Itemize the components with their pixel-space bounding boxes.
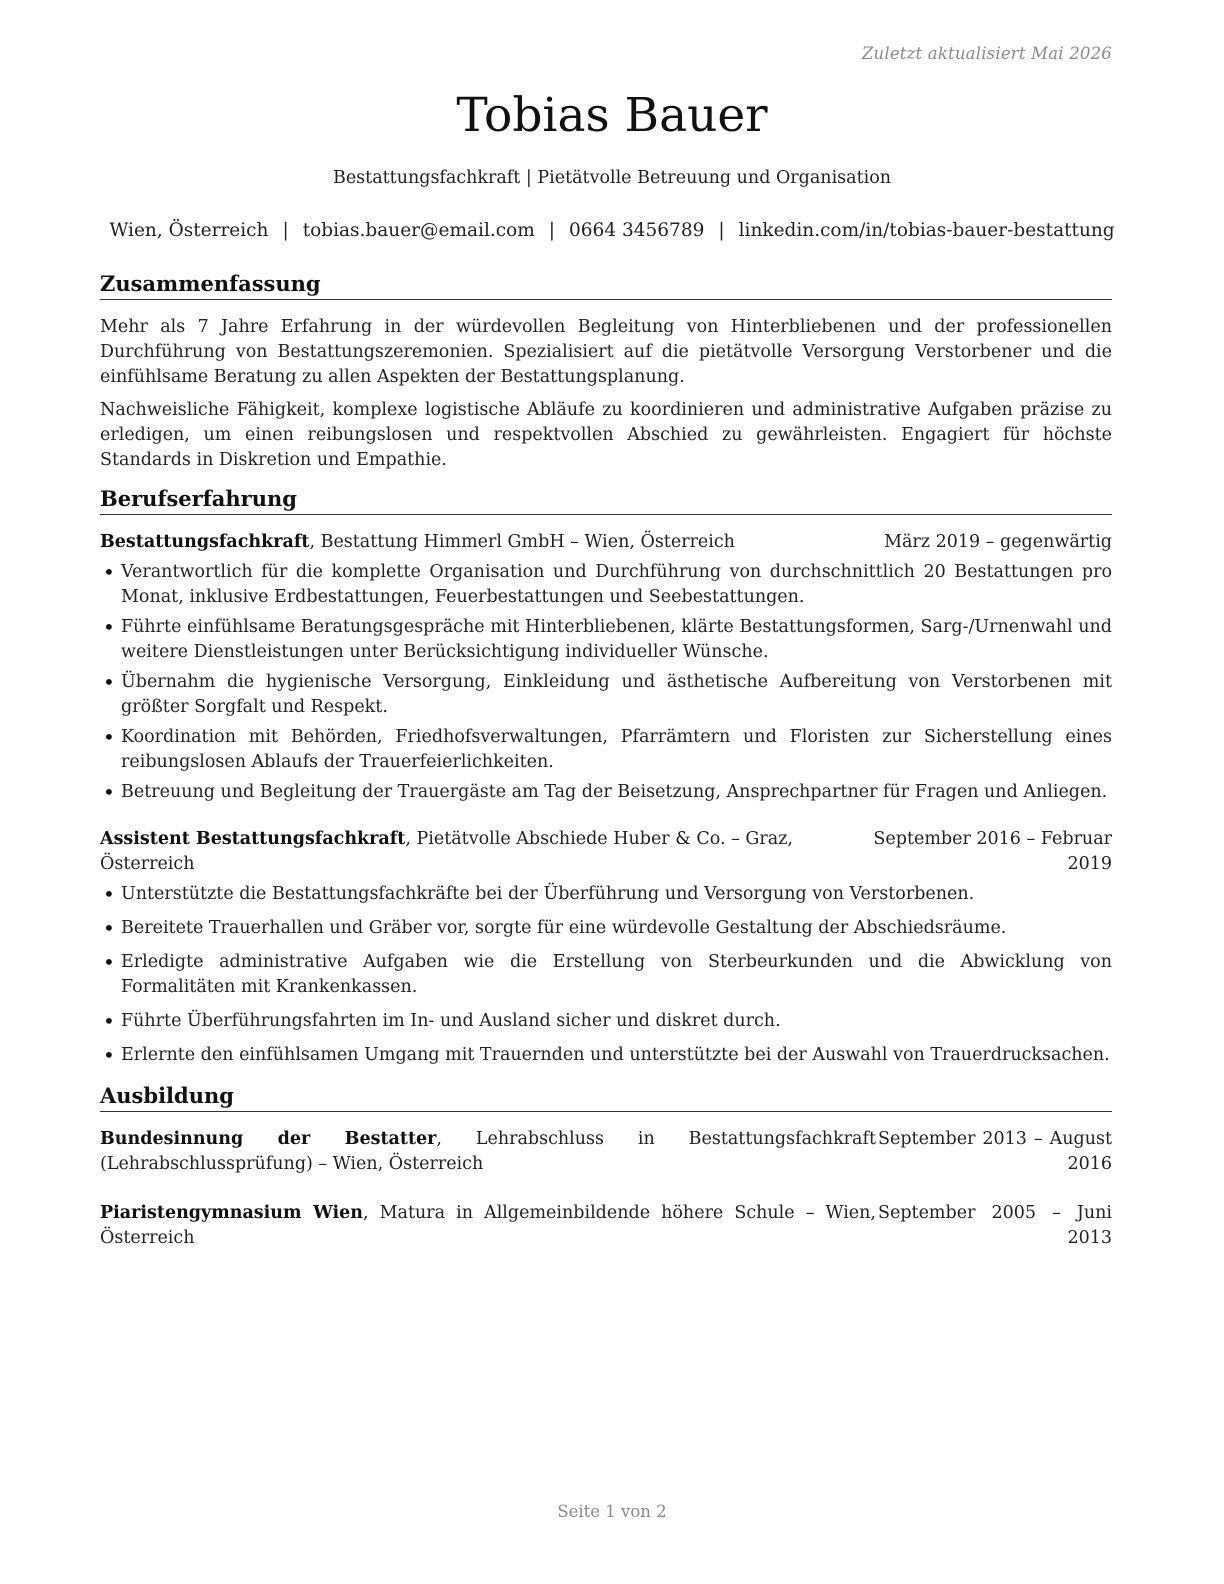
education-title-line <box>100 1201 876 1251</box>
contact-linkedin-link[interactable]: linkedin.com/in/tobias-bauer-bestattung <box>738 220 1115 241</box>
job-bullet: • Betreuung und Begleitung der Trauergäste am Tag der Beisetzung, Ansprechpartner für Fragen und Anliegen. <box>100 780 1112 805</box>
job-dates: September 2016 – Februar 2019 <box>873 829 1112 874</box>
education-dates: September 2013 – August 2016 <box>878 1129 1112 1174</box>
resume-body <box>100 270 1112 1275</box>
job-entry <box>100 827 1112 1068</box>
candidate-name: Tobias Bauer <box>456 88 768 143</box>
job-bullet: • Unterstützte die Bestattungsfachkräfte bei der Überführung und Versorgung von Verstorbenen. <box>100 882 1112 907</box>
job-role: Bestattungsfachkraft <box>100 532 310 552</box>
job-bullet-list <box>100 882 1112 1068</box>
job-dates: März 2019 – gegenwärtig <box>884 532 1112 552</box>
job-bullet: • Führte Überführungsfahrten im In- und Ausland sicher und diskret durch. <box>100 1009 1112 1034</box>
job-employer: , Bestattung Himmerl GmbH – Wien, Österreich <box>309 532 735 552</box>
summary-paragraph: Mehr als 7 Jahre Erfahrung in der würdevollen Begleitung von Hinterbliebenen und der professionellen Durchführung von Bestattungszeremonien. Spezialisiert auf die pietätvolle Versorgung Verstorbener und die einfühlsame Beratung zu allen Aspekten der Bestattungsplanung. <box>100 317 1112 387</box>
contact-line <box>0 220 1224 241</box>
section-title-education: Ausbildung <box>100 1082 1112 1112</box>
education-details: , Matura in Allgemeinbildende höhere Schule – Wien, Österreich <box>100 1203 876 1248</box>
education-institution: Bundesinnung der Bestatter <box>100 1129 437 1149</box>
last-updated-note: Zuletzt aktualisiert Mai 2026 <box>861 44 1112 63</box>
job-bullet: • Führte einfühlsame Beratungsgespräche mit Hinterbliebenen, klärte Bestattungsformen, Sarg-/Urnenwahl und weitere Dienstleistungen unter Berücksichtigung individueller Wünsche. <box>100 615 1112 665</box>
job-header <box>100 530 1112 555</box>
job-bullet: • Koordination mit Behörden, Friedhofsverwaltungen, Pfarrämtern und Floristen zur Sicherstellung eines reibungslosen Ablaufs der Trauerfeierlichkeiten. <box>100 725 1112 775</box>
summary-paragraph: Nachweisliche Fähigkeit, komplexe logistische Abläufe zu koordinieren und administrative Aufgaben präzise zu erledigen, um einen reibungslosen und respektvollen Abschied zu gewährleisten. Engagiert für höchste Standards in Diskretion und Empathie. <box>100 400 1112 470</box>
contact-separator: | <box>718 220 725 241</box>
job-bullet: • Erledigte administrative Aufgaben wie die Erstellung von Sterbeurkunden und die Abwicklung von Formalitäten mit Krankenkassen. <box>100 950 1112 1000</box>
experience-section <box>100 485 1112 1068</box>
job-title-line <box>100 827 867 877</box>
education-entry <box>100 1127 1112 1177</box>
section-title-summary: Zusammenfassung <box>100 270 1112 300</box>
contact-location: Wien, Österreich <box>109 220 269 241</box>
job-role: Assistent Bestattungsfachkraft <box>100 829 406 849</box>
job-bullet: • Bereitete Trauerhallen und Gräber vor, sorgte für eine würdevolle Gestaltung der Abschiedsräume. <box>100 916 1112 941</box>
job-entry <box>100 530 1112 805</box>
summary-section <box>100 270 1112 473</box>
job-title-line <box>100 530 884 555</box>
job-header <box>100 827 1112 877</box>
job-bullet: • Erlernte den einfühlsamen Umgang mit Trauernden und unterstützte bei der Auswahl von Trauerdrucksachen. <box>100 1043 1112 1068</box>
education-section <box>100 1082 1112 1251</box>
page-number: Seite 1 von 2 <box>557 1502 667 1521</box>
section-title-experience: Berufserfahrung <box>100 485 1112 515</box>
education-entry <box>100 1201 1112 1251</box>
contact-email-link[interactable]: tobias.bauer@email.com <box>302 220 535 241</box>
job-bullet: • Verantwortlich für die komplette Organisation und Durchführung von durchschnittlich 20 Bestattungen pro Monat, inklusive Erdbestattungen, Feuerbestattungen und Seebestattungen. <box>100 560 1112 610</box>
contact-separator: | <box>282 220 289 241</box>
job-bullet: • Übernahm die hygienische Versorgung, Einkleidung und ästhetische Aufbereitung von Verstorbenen mit größter Sorgfalt und Respekt. <box>100 670 1112 720</box>
education-title-line <box>100 1127 876 1177</box>
job-employer: , Pietätvolle Abschiede Huber & Co. – Graz, Österreich <box>100 829 793 874</box>
job-bullet-list <box>100 560 1112 805</box>
education-details: , Lehrabschluss in Bestattungsfachkraft (Lehrabschlussprüfung) – Wien, Österreich <box>100 1129 876 1174</box>
candidate-headline: Bestattungsfachkraft | Pietätvolle Betreuung und Organisation <box>332 168 892 188</box>
contact-phone: 0664 3456789 <box>569 220 705 241</box>
education-dates: September 2005 – Juni 2013 <box>878 1203 1112 1248</box>
education-institution: Piaristengymnasium Wien <box>100 1203 363 1223</box>
contact-separator: | <box>548 220 556 241</box>
